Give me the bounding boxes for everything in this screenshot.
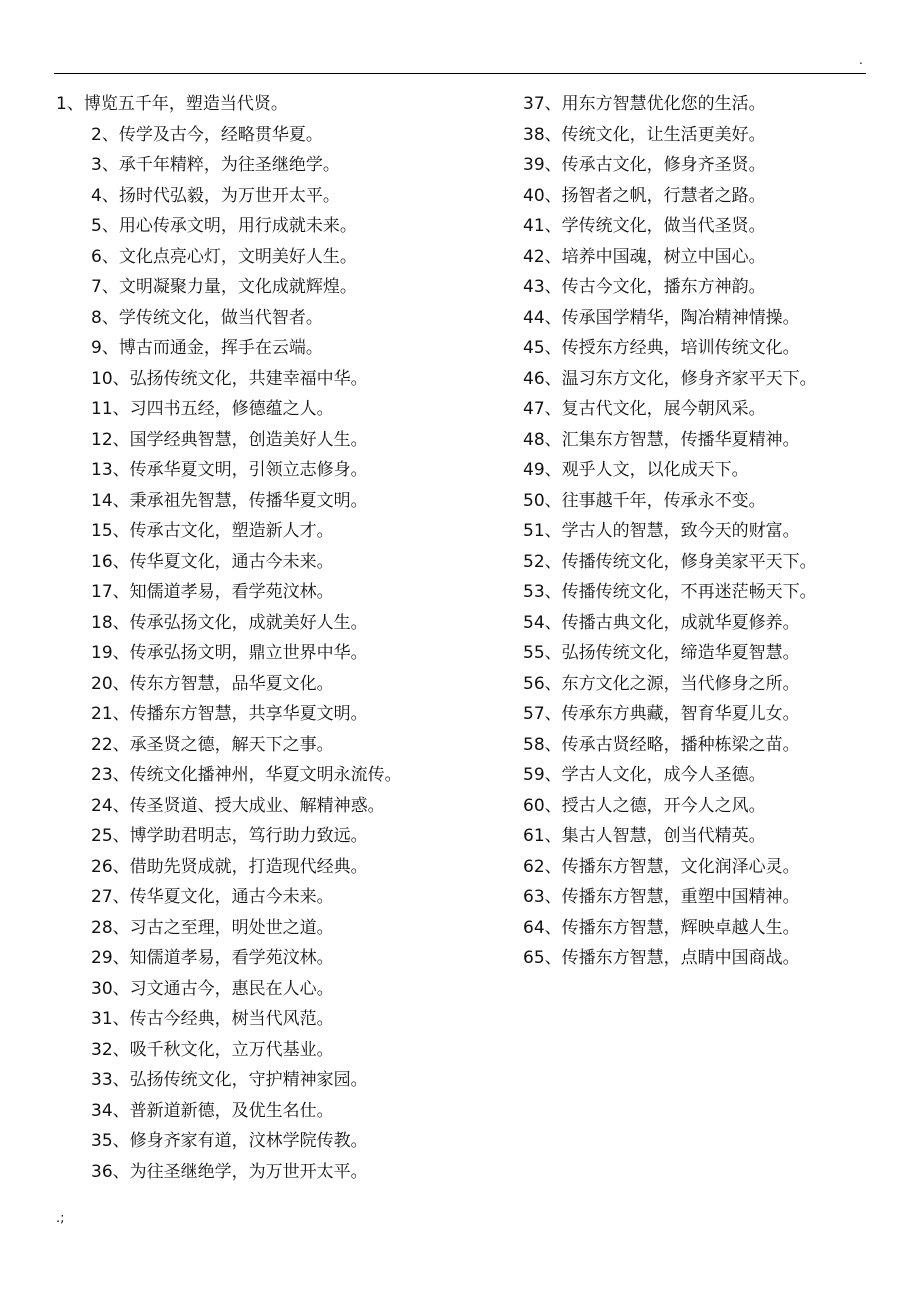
slogan-item: 13、传承华夏文明，引领立志修身。: [91, 460, 368, 480]
slogan-item: 57、传承东方典藏，智育华夏儿女。: [523, 704, 800, 724]
slogan-item: 62、传播东方智慧，文化润泽心灵。: [523, 856, 800, 877]
slogan-item: 21、传播东方智慧，共享华夏文明。: [91, 704, 368, 724]
slogan-item: 50、往事越千年，传承永不变。: [523, 490, 766, 511]
slogan-list-right: [523, 89, 893, 974]
footer-mark: .;: [56, 1211, 65, 1226]
slogan-item: 37、用东方智慧优化您的生活。: [523, 94, 766, 114]
slogan-item: 2、传学及古今，经略贯华夏。: [91, 124, 323, 145]
slogan-item: 1、博览五千年，塑造当代贤。: [56, 94, 288, 114]
slogan-item: 20、传东方智慧，品华夏文化。: [91, 673, 334, 694]
slogan-item: 35、修身齐家有道，汶林学院传教。: [91, 1131, 368, 1151]
slogan-item: 59、学古人文化，成今人圣德。: [523, 765, 766, 785]
slogan-item: 46、温习东方文化，修身齐家平天下。: [523, 368, 817, 389]
slogan-item: 10、弘扬传统文化，共建幸福中华。: [91, 368, 368, 389]
slogan-item: 3、承千年精粹，为往圣继绝学。: [91, 155, 340, 175]
slogan-item: 8、学传统文化，做当代智者。: [91, 307, 323, 328]
slogan-item: 36、为往圣继绝学，为万世开太平。: [91, 1161, 368, 1182]
slogan-item: 47、复古代文化，展今朝风采。: [523, 399, 766, 419]
slogan-item: 34、普新道新德，及优生名仕。: [91, 1100, 334, 1121]
slogan-item: 22、承圣贤之德，解天下之事。: [91, 734, 334, 755]
slogan-item: 63、传播东方智慧，重塑中国精神。: [523, 887, 800, 907]
slogan-item: 53、传播传统文化，不再迷茫畅天下。: [523, 582, 817, 602]
slogan-item: 43、传古今文化，播东方神韵。: [523, 277, 766, 297]
slogan-item: 33、弘扬传统文化，守护精神家园。: [91, 1070, 368, 1090]
slogan-item: 45、传授东方经典，培训传统文化。: [523, 338, 800, 358]
slogan-item: 16、传华夏文化，通古今未来。: [91, 551, 334, 572]
slogan-item: 25、博学助君明志，笃行助力致远。: [91, 826, 368, 846]
slogan-item: 17、知儒道孝易，看学苑汶林。: [91, 582, 334, 602]
slogan-item: 42、培养中国魂，树立中国心。: [523, 246, 766, 267]
slogan-item: 12、国学经典智慧，创造美好人生。: [91, 429, 368, 450]
slogan-item: 9、博古而通金，挥手在云端。: [91, 338, 323, 358]
slogan-item: 27、传华夏文化，通古今未来。: [91, 887, 334, 907]
slogan-item: 14、秉承祖先智慧，传播华夏文明。: [91, 490, 368, 511]
slogan-item: 4、扬时代弘毅，为万世开太平。: [91, 185, 340, 206]
slogan-item: 49、观乎人文，以化成天下。: [523, 460, 749, 480]
slogan-item: 32、吸千秋文化，立万代基业。: [91, 1039, 334, 1060]
header-dot: .: [859, 53, 863, 67]
slogan-item: 23、传统文化播神州，华夏文明永流传。: [91, 765, 402, 785]
slogan-item: 65、传播东方智慧，点睛中国商战。: [523, 948, 800, 968]
slogan-item: 64、传播东方智慧，辉映卓越人生。: [523, 917, 800, 938]
slogan-item: 44、传承国学精华，陶冶精神情操。: [523, 307, 800, 328]
slogan-item: 56、东方文化之源，当代修身之所。: [523, 673, 800, 694]
slogan-item: 11、习四书五经，修德蕴之人。: [91, 399, 334, 419]
slogan-item: 58、传承古贤经略，播种栋梁之苗。: [523, 734, 800, 755]
slogan-item: 61、集古人智慧，创当代精英。: [523, 826, 766, 846]
slogan-list-left: [56, 89, 496, 1187]
slogan-item: 52、传播传统文化，修身美家平天下。: [523, 551, 817, 572]
slogan-item: 5、用心传承文明，用行成就未来。: [91, 216, 357, 236]
slogan-item: 15、传承古文化，塑造新人才。: [91, 521, 334, 541]
slogan-item: 30、习文通古今，惠民在人心。: [91, 978, 334, 999]
slogan-item: 7、文明凝聚力量，文化成就辉煌。: [91, 277, 357, 297]
slogan-item: 55、弘扬传统文化，缔造华夏智慧。: [523, 643, 800, 663]
slogan-item: 41、学传统文化，做当代圣贤。: [523, 216, 766, 236]
slogan-item: 38、传统文化，让生活更美好。: [523, 124, 766, 145]
slogan-item: 28、习古之至理，明处世之道。: [91, 917, 334, 938]
slogan-item: 40、扬智者之帆，行慧者之路。: [523, 185, 766, 206]
slogan-item: 29、知儒道孝易，看学苑汶林。: [91, 948, 334, 968]
slogan-item: 60、授古人之德，开今人之风。: [523, 795, 766, 816]
header-rule: [54, 73, 866, 74]
slogan-item: 48、汇集东方智慧，传播华夏精神。: [523, 429, 800, 450]
slogan-item: 6、文化点亮心灯，文明美好人生。: [91, 246, 357, 267]
slogan-item: 39、传承古文化，修身齐圣贤。: [523, 155, 766, 175]
slogan-item: 31、传古今经典，树当代风范。: [91, 1009, 334, 1029]
slogan-item: 54、传播古典文化，成就华夏修养。: [523, 612, 800, 633]
slogan-item: 19、传承弘扬文明，鼎立世界中华。: [91, 643, 368, 663]
slogan-item: 18、传承弘扬文化，成就美好人生。: [91, 612, 368, 633]
slogan-item: 51、学古人的智慧，致今天的财富。: [523, 521, 800, 541]
slogan-item: 26、借助先贤成就，打造现代经典。: [91, 856, 368, 877]
slogan-item: 24、传圣贤道、授大成业、解精神惑。: [91, 795, 385, 816]
